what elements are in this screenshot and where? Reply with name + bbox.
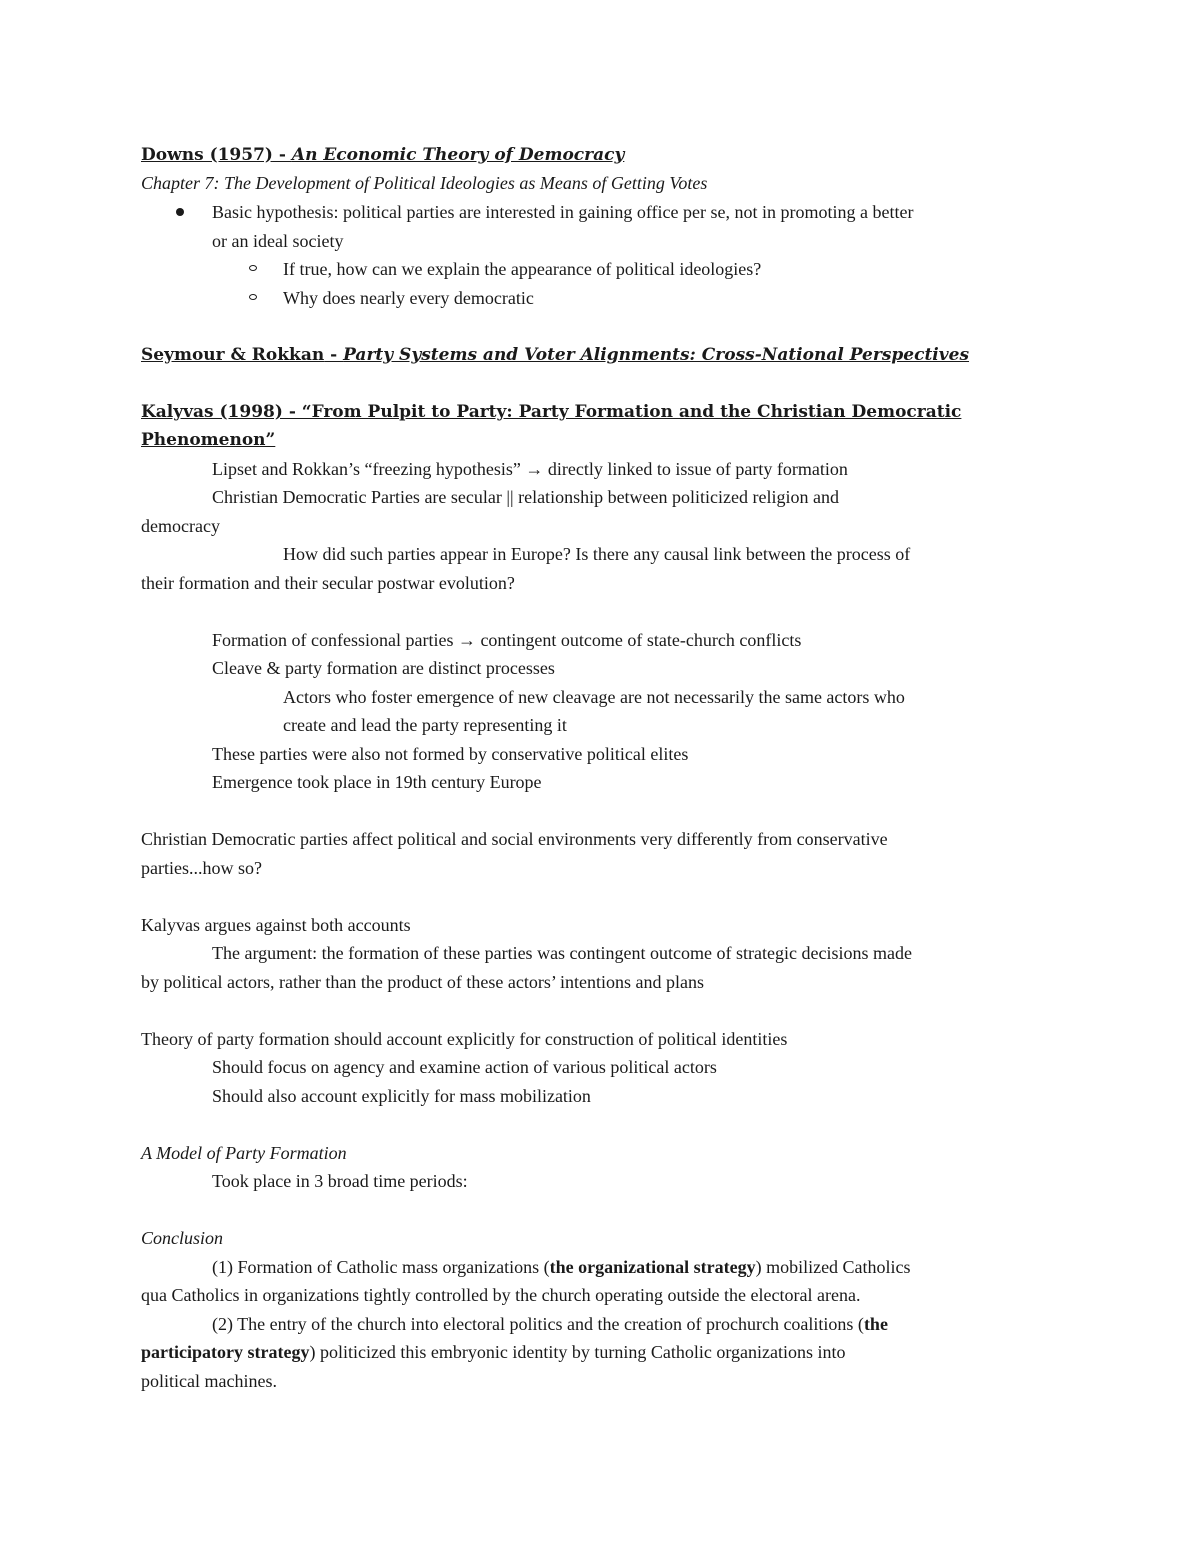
model-heading: A Model of Party Formation bbox=[141, 1143, 347, 1163]
seymour-heading bbox=[141, 341, 969, 369]
kalyvas-line: Took place in 3 broad time periods: bbox=[212, 1171, 468, 1191]
downs-chapter: Chapter 7: The Development of Political Ideologies as Means of Getting Votes bbox=[141, 173, 708, 193]
kalyvas-line: Cleave & party formation are distinct processes bbox=[212, 658, 555, 678]
kalyvas-heading-1: Kalyvas (1998) - “From Pulpit to Party: Party Formation and the Christian Democratic bbox=[141, 402, 962, 422]
c2-bold-1: the bbox=[863, 1314, 888, 1334]
conclusion-1-line-2: qua Catholics in organizations tightly controlled by the church operating outside the electoral arena. bbox=[141, 1285, 861, 1305]
kalyvas-line: Should focus on agency and examine action of various political actors bbox=[212, 1057, 717, 1077]
kalyvas-line: Kalyvas argues against both accounts bbox=[141, 915, 411, 935]
sub-bullet-icon bbox=[249, 294, 257, 300]
kalyvas-line: How did such parties appear in Europe? Is there any causal link between the process of bbox=[283, 544, 911, 564]
conclusion-2-line-1 bbox=[212, 1310, 888, 1338]
c1-bold: the organizational strategy bbox=[549, 1257, 756, 1277]
kalyvas-line: parties...how so? bbox=[141, 858, 262, 878]
kalyvas-line: Lipset and Rokkan’s “freezing hypothesis” → directly linked to issue of party formation bbox=[212, 459, 848, 479]
kalyvas-line: Theory of party formation should account explicitly for construction of political identities bbox=[141, 1029, 788, 1049]
c2-pre: (2) The entry of the church into electoral politics and the creation of prochurch coalitions ( bbox=[212, 1314, 864, 1334]
c1-pre: (1) Formation of Catholic mass organizations ( bbox=[212, 1257, 550, 1277]
downs-title: An Economic Theory of Democracy bbox=[291, 145, 625, 165]
downs-sub-2: Why does nearly every democratic bbox=[283, 288, 534, 308]
seymour-sep: - bbox=[324, 345, 344, 365]
seymour-author: Seymour & Rokkan bbox=[141, 345, 325, 365]
conclusion-heading: Conclusion bbox=[141, 1228, 224, 1248]
kalyvas-line: Formation of confessional parties → contingent outcome of state-church conflicts bbox=[212, 630, 802, 650]
downs-bullet-1a: Basic hypothesis: political parties are interested in gaining office per se, not in promoting a better bbox=[212, 202, 914, 222]
kalyvas-line: These parties were also not formed by conservative political elites bbox=[212, 744, 689, 764]
downs-heading bbox=[141, 141, 624, 169]
downs-sub-1: If true, how can we explain the appearance of political ideologies? bbox=[283, 259, 762, 279]
sub-bullet-icon bbox=[249, 265, 257, 271]
kalyvas-line: democracy bbox=[141, 516, 220, 536]
kalyvas-line: Christian Democratic Parties are secular || relationship between politicized religion and bbox=[212, 487, 839, 507]
conclusion-2-line-3: political machines. bbox=[141, 1371, 277, 1391]
kalyvas-line: Actors who foster emergence of new cleavage are not necessarily the same actors who bbox=[283, 687, 905, 707]
kalyvas-line: by political actors, rather than the product of these actors’ intentions and plans bbox=[141, 972, 704, 992]
kalyvas-heading-2: Phenomenon” bbox=[141, 430, 276, 450]
conclusion-2-line-2 bbox=[141, 1338, 846, 1366]
kalyvas-line: Should also account explicitly for mass mobilization bbox=[212, 1086, 591, 1106]
downs-author: Downs (1957) bbox=[141, 145, 273, 165]
c2-bold-2: participatory strategy bbox=[141, 1342, 310, 1362]
kalyvas-line: their formation and their secular postwar evolution? bbox=[141, 573, 515, 593]
c2-post: ) politicized this embryonic identity by turning Catholic organizations into bbox=[309, 1342, 846, 1362]
c1-post: ) mobilized Catholics bbox=[755, 1257, 911, 1277]
seymour-title: Party Systems and Voter Alignments: Cross-National Perspectives bbox=[343, 345, 970, 365]
kalyvas-line: Emergence took place in 19th century Europe bbox=[212, 772, 542, 792]
downs-sep: - bbox=[272, 145, 292, 165]
downs-bullet-1b: or an ideal society bbox=[212, 231, 344, 251]
conclusion-1-line-1 bbox=[212, 1253, 911, 1281]
kalyvas-line: The argument: the formation of these parties was contingent outcome of strategic decisions made bbox=[212, 943, 912, 963]
kalyvas-line: Christian Democratic parties affect political and social environments very differently from conservative bbox=[141, 829, 888, 849]
bullet-icon bbox=[176, 208, 184, 216]
kalyvas-line: create and lead the party representing it bbox=[283, 715, 567, 735]
